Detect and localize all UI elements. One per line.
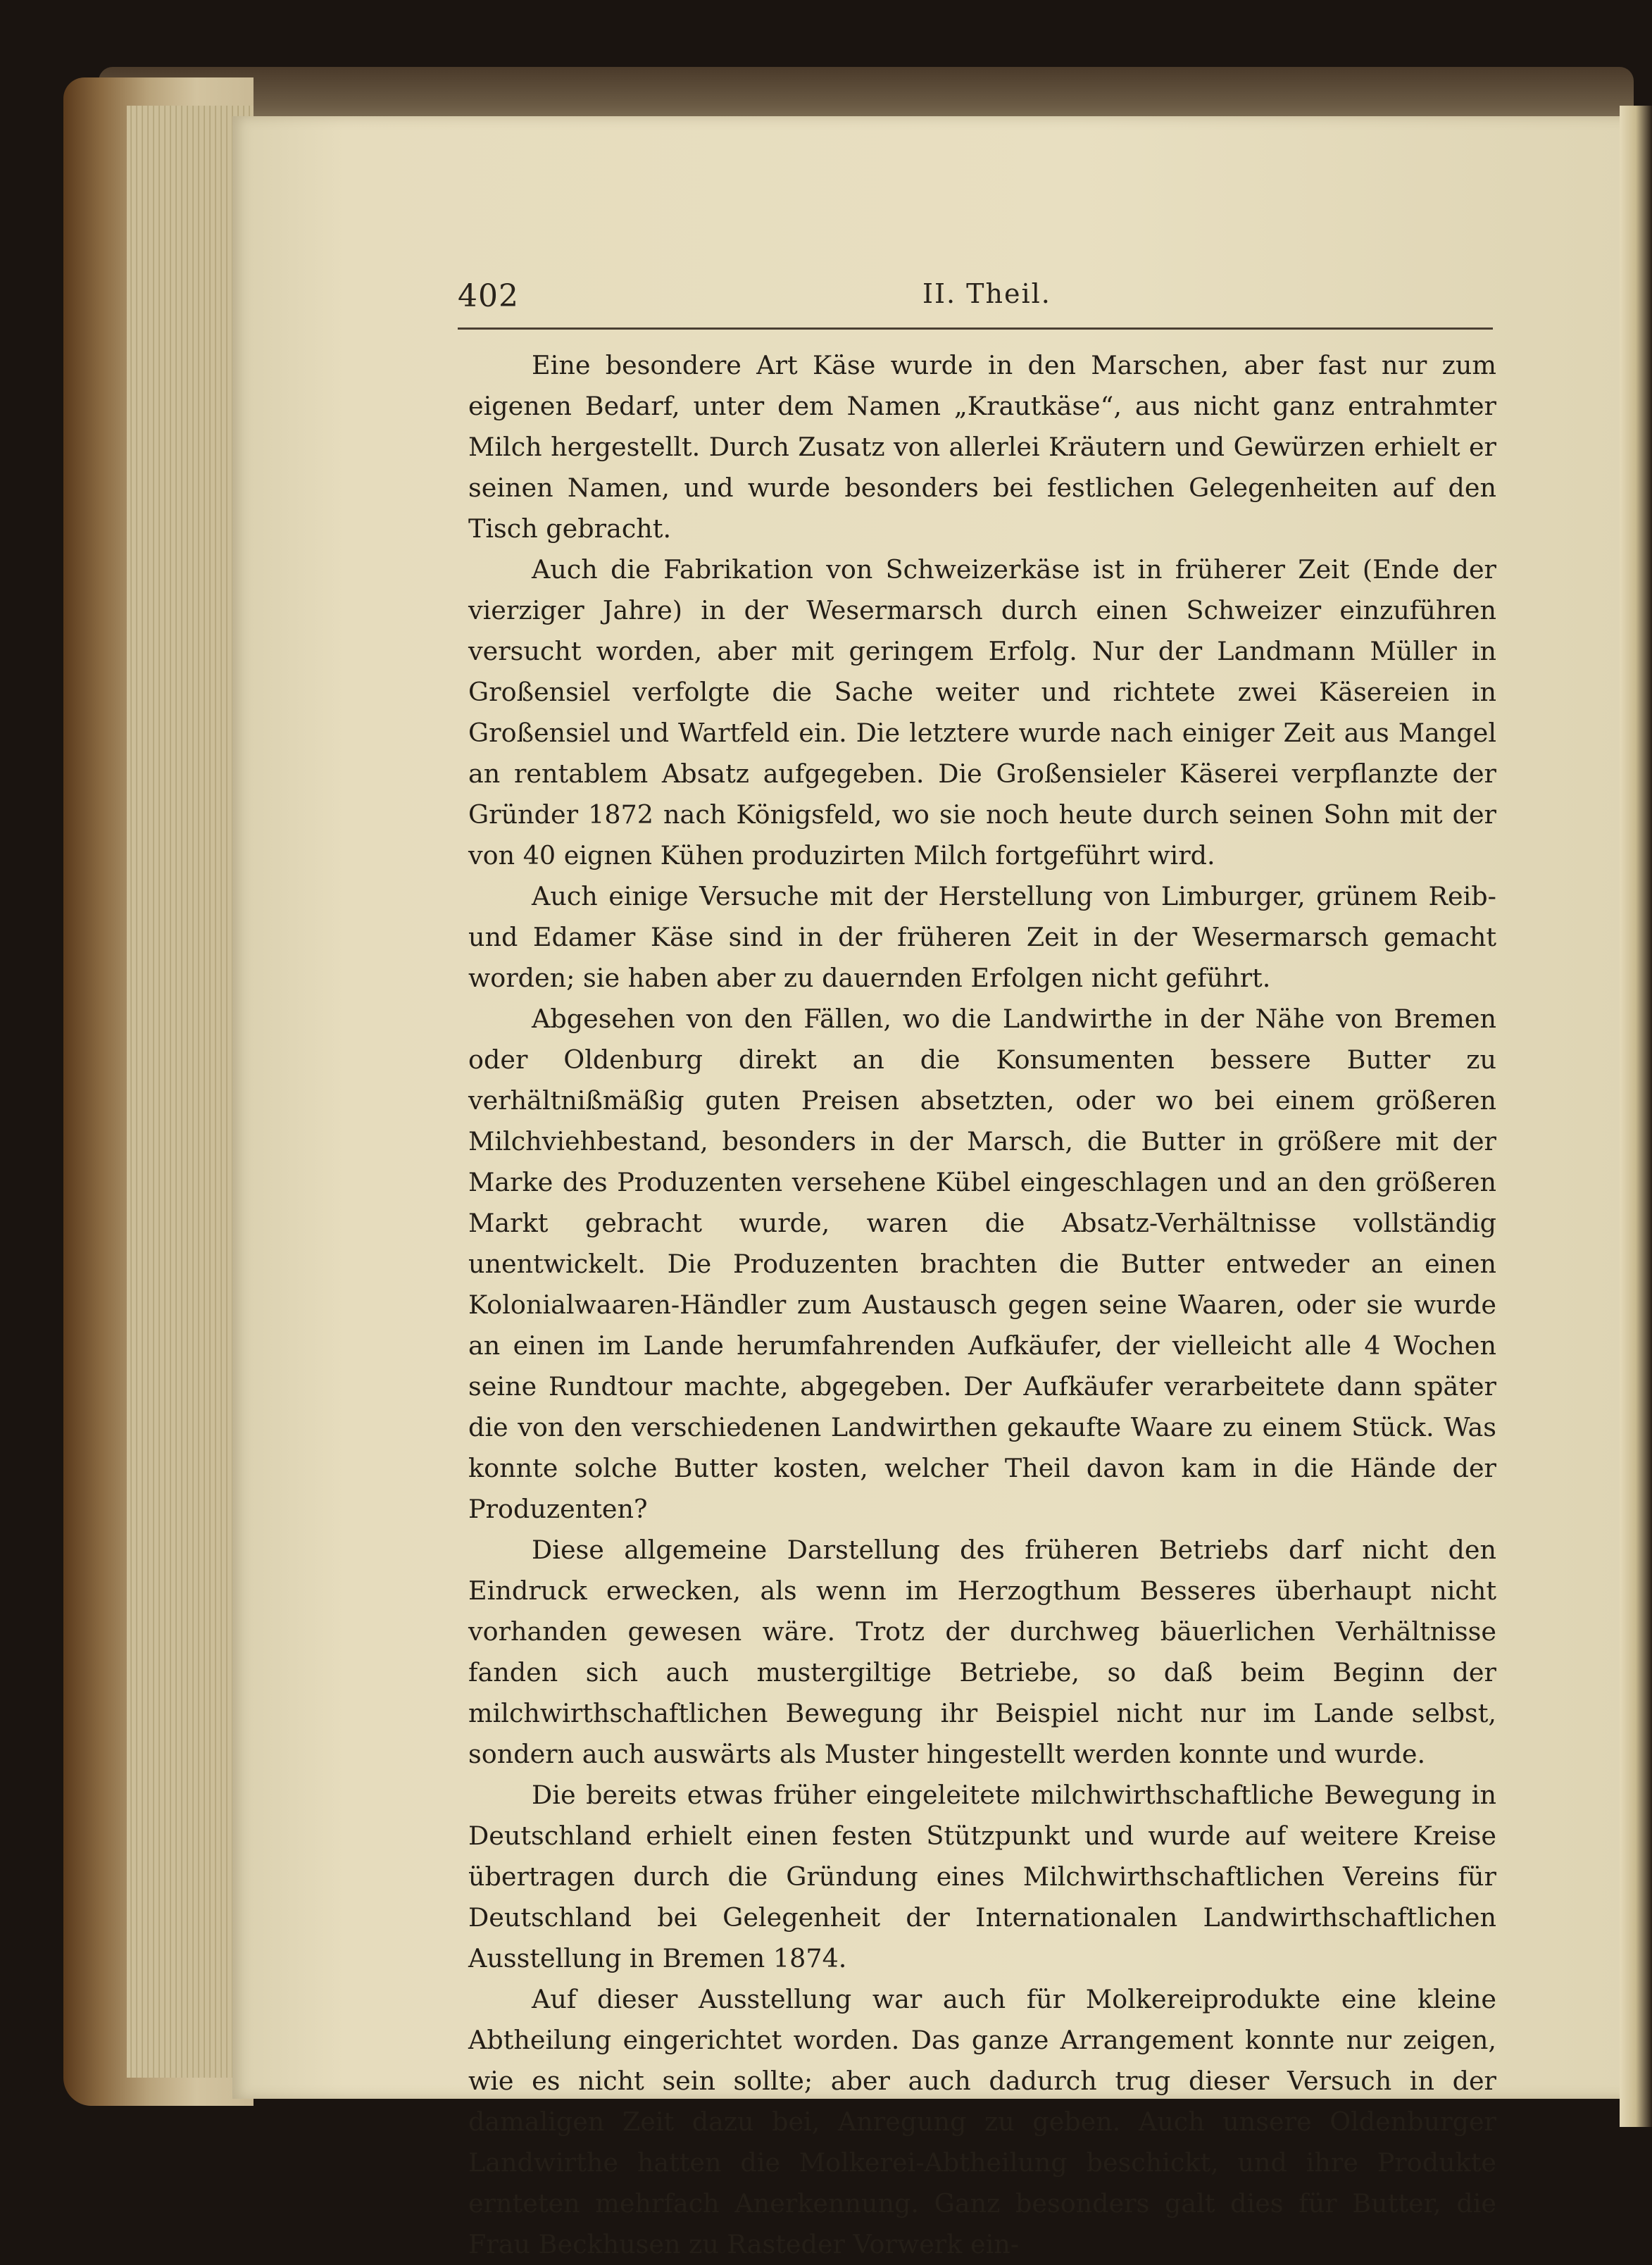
paragraph: Auf dieser Ausstellung war auch für Molkereiprodukte eine kleine Abtheilung eingerichtet worden. Das ganze Arrangement konnte nur zeigen, wie es nicht sein sollte; aber auch dadurch trug dieser Versuch in der damaligen Zeit dazu bei, Anregung zu geben. Auch unsere Oldenburger Landwirthe hatten die Molkerei-Abtheilung beschickt, und ihre Produkte ernteten mehrfach Anerkennung. Ganz besonders galt dies für Butter, die Frau Beckhusen zu Rasteder Vorwerk ein-	[468, 1984, 1496, 2259]
paragraph: Eine besondere Art Käse wurde in den Marschen, aber fast nur zum eigenen Bedarf, unter dem Namen „Krautkäse“, aus nicht ganz entrahmter Milch hergestellt. Durch Zusatz von allerlei Kräutern und Gewürzen erhielt er seinen Namen, und wurde besonders bei festlichen Gelegenheiten auf den Tisch gebracht.	[468, 350, 1496, 544]
paragraph: Auch die Fabrikation von Schweizerkäse ist in früherer Zeit (Ende der vierziger Jahre) in der Wesermarsch durch einen Schweizer einzuführen versucht worden, aber mit geringem Erfolg. Nur der Landmann Müller in Großensiel verfolgte die Sache weiter und richtete zwei Käsereien in Großensiel und Wartfeld ein. Die letztere wurde nach einiger Zeit aus Mangel an rentablem Absatz aufgegeben. Die Großensieler Käserei verpflanzte der Gründer 1872 nach Königsfeld, wo sie noch heute durch seinen Sohn mit der von 40 eignen Kühen produzirten Milch fortgeführt wird.	[468, 554, 1496, 871]
paragraph: Diese allgemeine Darstellung des früheren Betriebs darf nicht den Eindruck erwecken, als wenn im Herzogthum Besseres überhaupt nicht vorhanden gewesen wäre. Trotz der durchweg bäuerlichen Verhältnisse fanden sich auch mustergiltige Betriebe, so daß beim Beginn der milchwirthschaftlichen Bewegung ihr Beispiel nicht nur im Lande selbst, sondern auch auswärts als Muster hingestellt werden konnte und wurde.	[468, 1535, 1496, 1769]
page-gutter	[1620, 106, 1652, 2127]
page-number: 402	[458, 278, 519, 314]
paragraph: Auch einige Versuche mit der Herstellung von Limburger, grünem Reib- und Edamer Käse sind in der früheren Zeit in der Wesermarsch gemacht worden; sie haben aber zu dauernden Erfolgen nicht geführt.	[468, 881, 1496, 993]
paragraph: Abgesehen von den Fällen, wo die Landwirthe in der Nähe von Bremen oder Oldenburg direkt an die Konsumenten bessere Butter zu verhältnißmäßig guten Preisen absetzten, oder wo bei einem größeren Milchviehbestand, besonders in der Marsch, die Butter in größere mit der Marke des Produzenten versehene Kübel eingeschlagen und an den größeren Markt gebracht wurde, waren die Absatz-Verhältnisse vollständig unentwickelt. Die Produzenten brachten die Butter entweder an einen Kolonialwaaren-Händler zum Austausch gegen seine Waaren, oder sie wurde an einen im Lande herumfahrenden Aufkäufer, der vielleicht alle 4 Wochen seine Rundtour machte, abgegeben. Der Aufkäufer verarbeitete dann später die von den verschiedenen Landwirthen gekaufte Waare zu einem Stück. Was konnte solche Butter kosten, welcher Theil davon kam in die Hände der Produzenten?	[468, 1004, 1496, 1524]
running-head: II. Theil.	[922, 278, 1051, 309]
paragraph: Die bereits etwas früher eingeleitete milchwirthschaftliche Bewegung in Deutschland erhielt einen festen Stützpunkt und wurde auf weitere Kreise übertragen durch die Gründung eines Milchwirthschaftlichen Vereins für Deutschland bei Gelegenheit der Internationalen Landwirthschaftlichen Ausstellung in Bremen 1874.	[468, 1780, 1496, 1973]
page-header	[458, 278, 1493, 330]
body-text	[468, 345, 1496, 2265]
